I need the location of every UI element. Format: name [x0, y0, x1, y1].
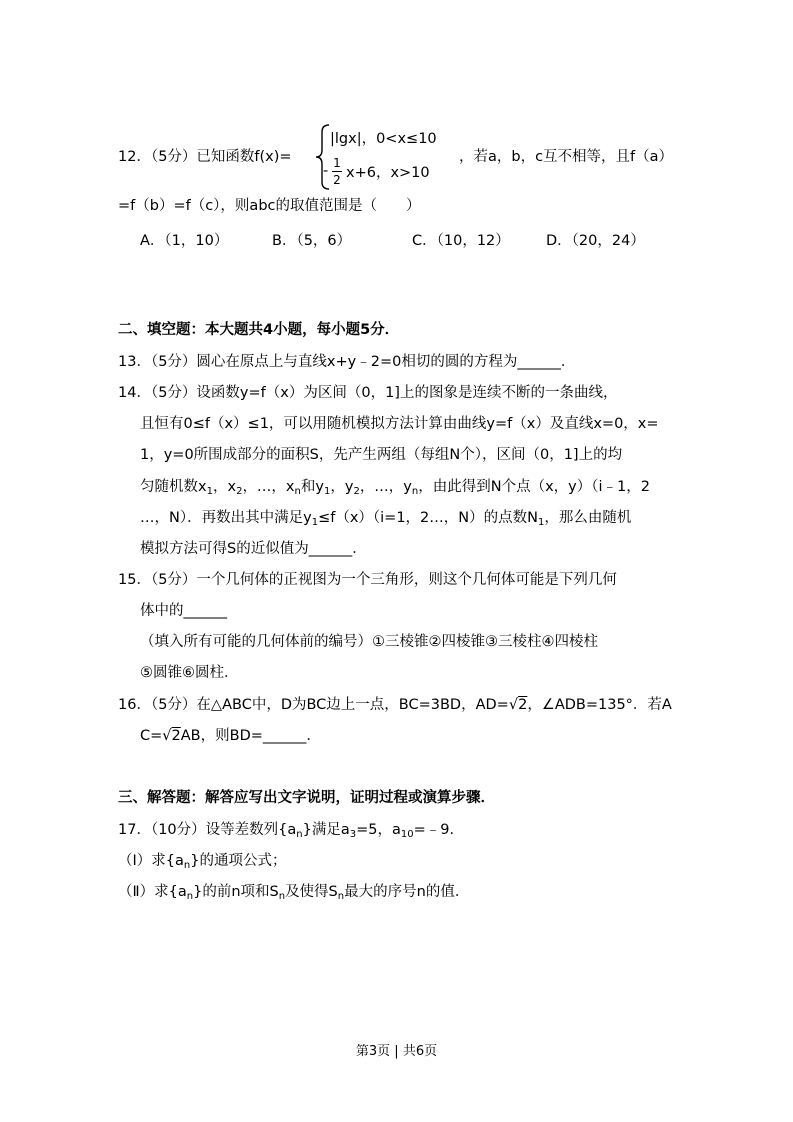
q12-tail: ，若a，b，c互不相等，且f（a）: [459, 149, 674, 165]
q14-line5: …，N）．再数出其中满足$y_1\le f(x)(i=1$，2…，N）的点数$N_1$，那么由随机: [140, 510, 632, 528]
q15-line4: ⑤圆锥⑥圆柱．: [140, 665, 239, 681]
q12-frac-bar: [332, 171, 342, 172]
q12-option-c: C．（10，12）: [412, 233, 510, 249]
section3-heading: 三、解答题：解答应写出文字说明，证明过程或演算步骤．: [118, 790, 495, 806]
section2-heading: 二、填空题：本大题共4小题，每小题5分．: [118, 322, 400, 338]
piecewise-brace: [315, 124, 331, 190]
q17-part1: （Ⅰ）求$\{a_n\}$的通项公式；: [118, 853, 287, 871]
q16-line1: 16．（5分）在△ABC中，D为BC边上一点，BC=3BD，AD=√2，∠ADB=135°．若A: [118, 697, 672, 713]
q12-line2: =f（b）=f（c），则abc的取值范围是（ ）: [118, 198, 421, 214]
q12-frac-num: 1: [333, 156, 341, 170]
q15-line2: 体中的______: [140, 603, 227, 619]
q14-line6: 模拟方法可得S的近似值为______．: [140, 541, 367, 557]
q12-option-d: D．（20，24）: [546, 233, 645, 249]
sqrt-symbol: √2: [508, 697, 528, 713]
q12-piece2-rest: x+6，x>10: [346, 165, 430, 181]
q12-option-a: A．（1，10）: [140, 233, 229, 249]
q17-line1: 17．（10分）设等差数列$\{a_n\}$满足$a_3=5$，$a_{10}=﹣9$．: [118, 822, 464, 840]
q15-line1: 15．（5分）一个几何体的正视图为一个三角形，则这个几何体可能是下列几何: [118, 572, 617, 588]
q12-piece1: |lgx|，0<x≤10: [330, 131, 437, 147]
q14-line3: 1，y=0所围成部分的面积S，先产生两组（每组N个），区间（0，1]上的均: [140, 447, 623, 463]
q12-frac-den: 2: [333, 173, 341, 187]
q17-part2: （Ⅱ）求$\{a_n\}$的前n项和$S_n$及使得$S_n$最大的序号n的值．: [118, 884, 470, 902]
q14-line2: 且恒有0≤f（x）≤1，可以用随机模拟方法计算由曲线y=f（x）及直线x=0，x=: [140, 416, 659, 432]
q14-line1: 14．（5分）设函数y=f（x）为区间（0，1]上的图象是连续不断的一条曲线，: [118, 385, 618, 401]
q16-line2: C=√2AB，则BD=______．: [140, 728, 321, 744]
q14-line4: 匀随机数$x_1$，$x_2$，…，$x_n$和$y_1$，$y_2$，…，$y_n$，由此得到N个点（x，y）（i﹣1，2: [140, 479, 650, 497]
q12-option-b: B．（5，6）: [272, 233, 352, 249]
q12-piece2-neg: -: [323, 163, 329, 179]
q12-lead: 12．（5分）已知函数f(x)=: [118, 149, 292, 165]
q15-line3: （填入所有可能的几何体前的编号）①三棱锥②四棱锥③三棱柱④四棱柱: [140, 634, 598, 650]
sqrt-symbol: √2: [162, 728, 181, 744]
page-footer: 第3页 | 共6页: [355, 1044, 438, 1059]
q13: 13．（5分）圆心在原点上与直线x+y﹣2=0相切的圆的方程为______．: [118, 354, 576, 370]
